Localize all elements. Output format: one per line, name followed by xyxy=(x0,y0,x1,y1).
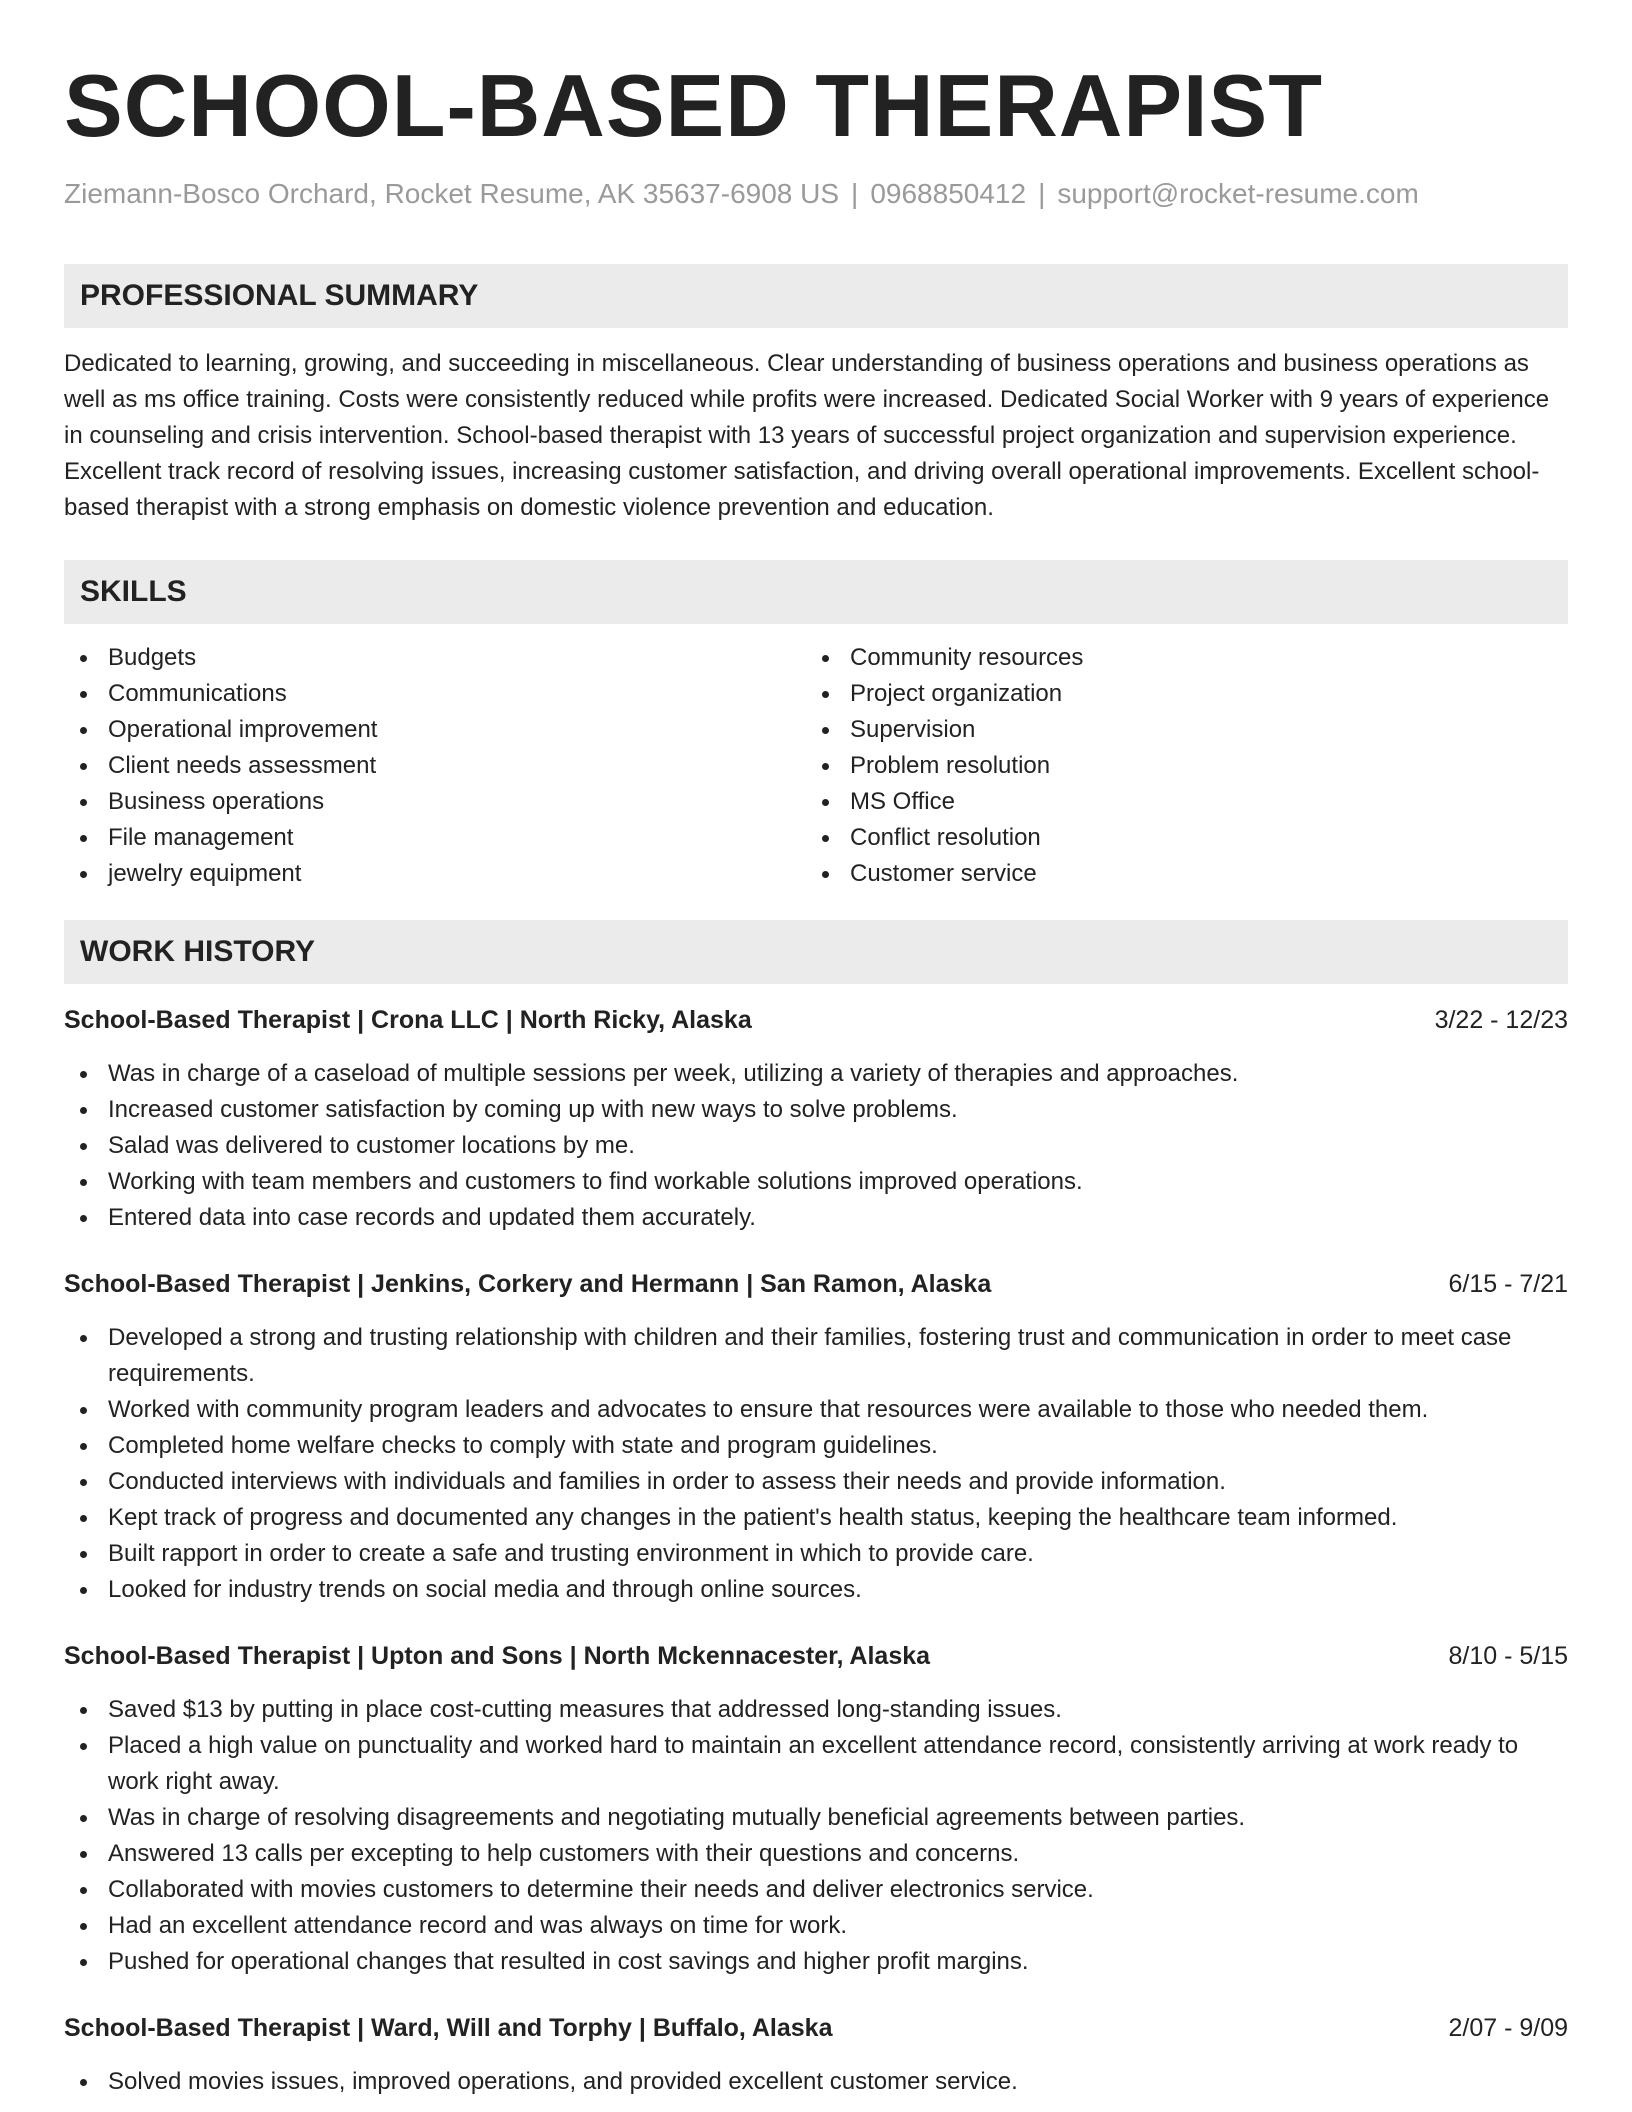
job-bullets xyxy=(64,1320,1568,1608)
job-header xyxy=(64,1002,1568,1038)
job-bullet: Solved movies issues, improved operations, and provided excellent customer service. xyxy=(64,2064,1568,2100)
skill-item: Project organization xyxy=(806,676,1548,712)
job-bullet: Collaborated with movies customers to determine their needs and deliver electronics service. xyxy=(64,1872,1568,1908)
job-bullet: Placed a high value on punctuality and worked hard to maintain an excellent attendance record, consistently arriving at work ready to work right away. xyxy=(64,1728,1568,1800)
job-bullet: Looked for industry trends on social media and through online sources. xyxy=(64,1572,1568,1608)
job-bullets xyxy=(64,1692,1568,1980)
job-header xyxy=(64,1266,1568,1302)
job-bullet: Built rapport in order to create a safe and trusting environment in which to provide care. xyxy=(64,1536,1568,1572)
section-header-work-history: WORK HISTORY xyxy=(64,920,1568,984)
skill-item: Client needs assessment xyxy=(64,748,806,784)
candidate-title: SCHOOL-BASED THERAPIST xyxy=(64,56,1323,155)
job-entry xyxy=(64,1002,1568,1236)
skill-item: Customer service xyxy=(806,856,1548,892)
job-title: School-Based Therapist | Upton and Sons | North Mckennacester, Alaska xyxy=(64,1642,931,1670)
job-bullet: Completed home welfare checks to comply with state and program guidelines. xyxy=(64,1428,1568,1464)
summary-paragraph: Dedicated to learning, growing, and succeeding in miscellaneous. Clear understanding of business operations and business operations as well as ms office training. Costs were consistently reduced while profits were increased. Dedicated Social Worker with 9 years of experience in counseling and crisis intervention. School-based therapist with 13 years of successful project organization and supervision experience. Excellent track record of resolving issues, increasing customer satisfaction, and driving overall operational improvements. Excellent school-based therapist with a strong emphasis on domestic violence prevention and education. xyxy=(64,350,1550,521)
skill-item: Operational improvement xyxy=(64,712,806,748)
job-bullet: Salad was delivered to customer locations by me. xyxy=(64,1128,1568,1164)
contact-separator: | xyxy=(851,178,859,209)
section-header-summary: PROFESSIONAL SUMMARY xyxy=(64,264,1568,328)
job-bullet: Pushed for operational changes that resulted in cost savings and higher profit margins. xyxy=(64,1944,1568,1980)
skill-item: Community resources xyxy=(806,640,1548,676)
job-bullets xyxy=(64,1056,1568,1236)
job-dates: 2/07 - 9/09 xyxy=(1448,2014,1568,2042)
contact-separator: | xyxy=(1038,178,1046,209)
job-bullet: Conducted interviews with individuals and families in order to assess their needs and provide information. xyxy=(64,1464,1568,1500)
job-bullet: Worked with community program leaders and advocates to ensure that resources were available to those who needed them. xyxy=(64,1392,1568,1428)
job-bullet: Saved $13 by putting in place cost-cutting measures that addressed long-standing issues. xyxy=(64,1692,1568,1728)
job-entry xyxy=(64,2010,1568,2100)
job-bullet: Answered 13 calls per excepting to help customers with their questions and concerns. xyxy=(64,1836,1568,1872)
skill-item: jewelry equipment xyxy=(64,856,806,892)
job-title: School-Based Therapist | Crona LLC | North Ricky, Alaska xyxy=(64,1006,752,1034)
job-entry xyxy=(64,1266,1568,1608)
job-header xyxy=(64,1638,1568,1674)
job-entry xyxy=(64,1638,1568,1980)
skills-list xyxy=(64,640,1568,892)
job-header xyxy=(64,2010,1568,2046)
skill-item: Supervision xyxy=(806,712,1548,748)
job-dates: 8/10 - 5/15 xyxy=(1448,1642,1568,1670)
skill-item: MS Office xyxy=(806,784,1548,820)
section-header-skills: SKILLS xyxy=(64,560,1568,624)
contact-address: Ziemann-Bosco Orchard, Rocket Resume, AK 35637-6908 US xyxy=(64,178,840,209)
skill-item: Communications xyxy=(64,676,806,712)
skills-column-right xyxy=(806,640,1548,892)
job-bullet: Was in charge of resolving disagreements and negotiating mutually beneficial agreements between parties. xyxy=(64,1800,1568,1836)
job-bullets xyxy=(64,2064,1568,2100)
job-title: School-Based Therapist | Ward, Will and Torphy | Buffalo, Alaska xyxy=(64,2014,833,2042)
job-bullet: Increased customer satisfaction by coming up with new ways to solve problems. xyxy=(64,1092,1568,1128)
skill-item: Business operations xyxy=(64,784,806,820)
job-bullet: Kept track of progress and documented any changes in the patient's health status, keeping the healthcare team informed. xyxy=(64,1500,1568,1536)
skill-item: Budgets xyxy=(64,640,806,676)
job-dates: 6/15 - 7/21 xyxy=(1448,1270,1568,1298)
job-dates: 3/22 - 12/23 xyxy=(1434,1006,1568,1034)
job-bullet: Working with team members and customers to find workable solutions improved operations. xyxy=(64,1164,1568,1200)
contact-line xyxy=(64,176,1568,212)
job-bullet: Entered data into case records and updated them accurately. xyxy=(64,1200,1568,1236)
job-bullet: Was in charge of a caseload of multiple sessions per week, utilizing a variety of therapies and approaches. xyxy=(64,1056,1568,1092)
job-bullet: Developed a strong and trusting relationship with children and their families, fostering trust and communication in order to meet case requirements. xyxy=(64,1320,1568,1392)
contact-email: support@rocket-resume.com xyxy=(1057,178,1419,209)
job-bullet: Had an excellent attendance record and was always on time for work. xyxy=(64,1908,1568,1944)
job-title: School-Based Therapist | Jenkins, Corkery and Hermann | San Ramon, Alaska xyxy=(64,1270,992,1298)
skill-item: File management xyxy=(64,820,806,856)
contact-phone: 0968850412 xyxy=(870,178,1027,209)
skill-item: Conflict resolution xyxy=(806,820,1548,856)
skills-column-left xyxy=(64,640,806,892)
skill-item: Problem resolution xyxy=(806,748,1548,784)
